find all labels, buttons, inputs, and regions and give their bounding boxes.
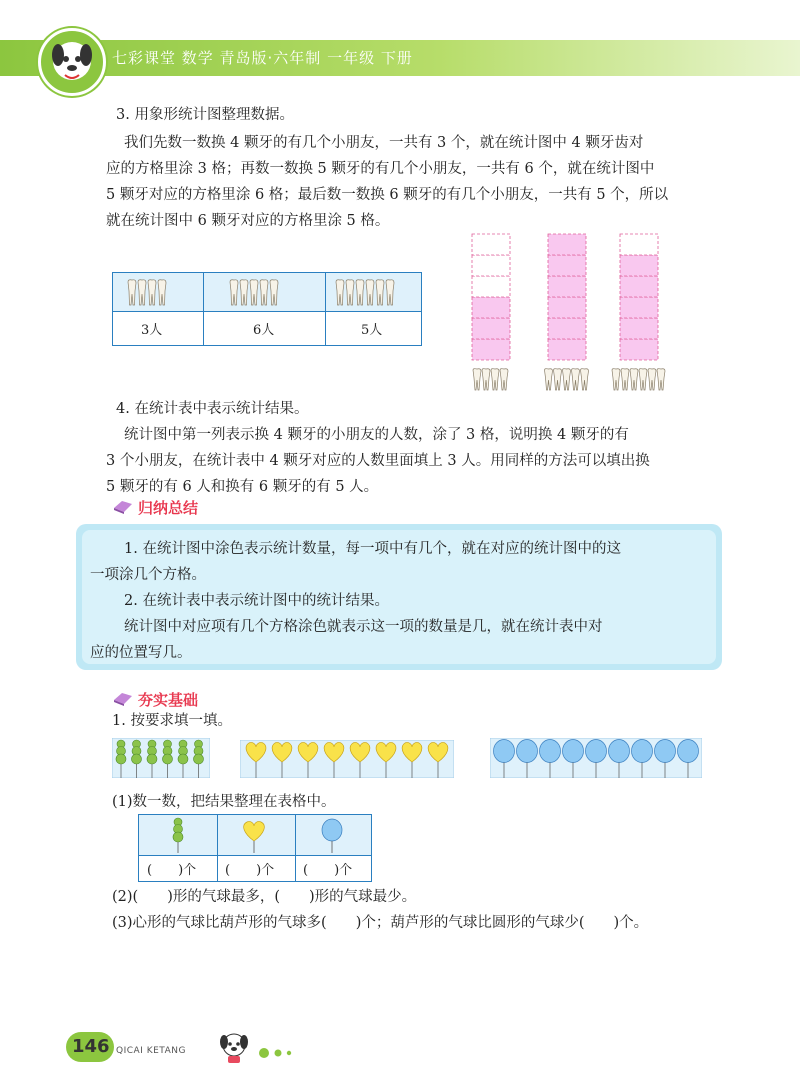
- chart-cell-filled: [548, 318, 586, 339]
- chart-cell-filled: [472, 318, 510, 339]
- answer-blank[interactable]: ( )个: [303, 863, 353, 878]
- step4-line: 统计图中第一列表示换 4 颗牙的小朋友的人数，涂了 3 格，说明换 4 颗牙的有: [124, 427, 629, 443]
- tooth-icon-group: [229, 279, 281, 307]
- sub-question-3: (3)心形的气球比葫芦形的气球多( )个；葫芦形的气球比圆形的气球少( )个。: [112, 915, 649, 931]
- tooth-icon: [138, 280, 146, 305]
- tooth-icon: [240, 280, 248, 305]
- summary-line: 统计图中对应项有几个方格涂色就表示这一项的数量是几，就在统计表中对: [124, 619, 603, 635]
- tooth-icon: [581, 369, 589, 390]
- tooth-icon: [148, 280, 156, 305]
- sub-question-2: (2)( )形的气球最多，( )形的气球最少。: [112, 889, 417, 905]
- step3-heading: 3. 用象形统计图整理数据。: [116, 107, 294, 123]
- chart-cell-empty: [472, 276, 510, 297]
- chart-cell-filled: [620, 297, 658, 318]
- chart-cell-filled: [620, 339, 658, 360]
- tooth-icon-group: [127, 279, 169, 307]
- tooth-icon: [500, 369, 508, 390]
- answer-blank[interactable]: ( )个: [147, 863, 197, 878]
- decorative-dots-icon: [258, 1044, 298, 1063]
- tooth-icon: [491, 369, 499, 390]
- tooth-icon: [630, 369, 638, 390]
- summary-line: 应的位置写几。: [90, 645, 192, 661]
- table-cell-count: 3人: [141, 323, 163, 338]
- step3-line: 就在统计图中 6 颗牙对应的方格里涂 5 格。: [106, 213, 390, 229]
- tooth-icon: [621, 369, 629, 390]
- chart-cell-filled: [620, 318, 658, 339]
- tooth-icon: [336, 280, 344, 305]
- answer-blank[interactable]: ( )个: [225, 863, 275, 878]
- tooth-icon: [386, 280, 394, 305]
- step4-line: 3 个小朋友，在统计表中 4 颗牙对应的人数里面填上 3 人。用同样的方法可以填出换: [106, 453, 650, 469]
- panel-bg: [240, 740, 454, 778]
- tooth-icon: [230, 280, 238, 305]
- eraser-icon: [112, 498, 134, 518]
- tooth-icon: [612, 369, 620, 390]
- round-balloon-icon: [319, 818, 345, 853]
- step4-heading: 4. 在统计表中表示统计结果。: [116, 401, 309, 417]
- chart-cell-filled: [548, 297, 586, 318]
- sub-question-1: (1)数一数，把结果整理在表格中。: [112, 794, 336, 810]
- chart-cell-filled: [472, 339, 510, 360]
- basics-title: 夯实基础: [138, 691, 199, 709]
- tooth-icon: [563, 369, 571, 390]
- table-cell-count: 5人: [361, 323, 383, 338]
- step3-line: 5 颗牙对应的方格里涂 6 格；最后数一数换 6 颗牙的有几个小朋友，一共有 5 个，所以: [106, 187, 669, 203]
- tooth-icon: [250, 280, 258, 305]
- tooth-icon: [260, 280, 268, 305]
- gourd-balloon-panel: [112, 738, 210, 778]
- tooth-icon: [270, 280, 278, 305]
- header-title: 七彩课堂 数学 青岛版·六年制 一年级 下册: [112, 49, 413, 67]
- summary-line: 1. 在统计图中涂色表示统计数量，每一项中有几个，就在对应的统计图中的这: [124, 541, 621, 557]
- table-cell-count: 6人: [253, 323, 275, 338]
- mascot-badge: [38, 28, 106, 96]
- chart-cell-filled: [548, 234, 586, 255]
- step3-line: 我们先数一数换 4 颗牙的有几个小朋友，一共有 3 个，就在统计图中 4 颗牙齿对: [124, 135, 644, 151]
- step4-line: 5 颗牙的有 6 人和换有 6 颗牙的有 5 人。: [106, 479, 379, 495]
- balloon-answer-table: [138, 814, 372, 882]
- tooth-icon: [572, 369, 580, 390]
- tooth-icon-group: [335, 279, 397, 307]
- tooth-icon: [554, 369, 562, 390]
- step3-line: 应的方格里涂 3 格；再数一数换 5 颗牙的有几个小朋友，一共有 6 个，就在统计图中: [106, 161, 655, 177]
- tooth-icon: [376, 280, 384, 305]
- page-number: 146: [72, 1036, 110, 1057]
- chart-cell-empty: [472, 255, 510, 276]
- tooth-icon: [366, 280, 374, 305]
- summary-title: 归纳总结: [138, 499, 199, 517]
- eraser-icon: [112, 690, 134, 710]
- question-1: 1. 按要求填一填。: [112, 713, 232, 729]
- tooth-icon: [648, 369, 656, 390]
- chart-cell-filled: [472, 297, 510, 318]
- teeth-group-6: [335, 279, 397, 311]
- tooth-icon: [356, 280, 364, 305]
- chart-cell-empty: [620, 234, 658, 255]
- chart-cell-filled: [548, 276, 586, 297]
- mascot-icon: [41, 31, 103, 93]
- teeth-pictograph-chart: [462, 230, 682, 392]
- teeth-stat-table: [112, 272, 422, 346]
- heart-balloon-icon: [239, 819, 269, 853]
- tooth-icon: [158, 280, 166, 305]
- teeth-group-4: [127, 279, 169, 311]
- chart-cell-empty: [472, 234, 510, 255]
- chart-cell-filled: [620, 276, 658, 297]
- tooth-icon: [545, 369, 553, 390]
- tooth-icon: [473, 369, 481, 390]
- tooth-icon: [639, 369, 647, 390]
- tooth-icon: [128, 280, 136, 305]
- tooth-icon: [346, 280, 354, 305]
- tooth-icon: [482, 369, 490, 390]
- summary-line: 2. 在统计表中表示统计图中的统计结果。: [124, 593, 389, 609]
- teeth-group-5: [229, 279, 281, 311]
- chart-cell-filled: [548, 339, 586, 360]
- round-balloon-panel: [490, 738, 702, 778]
- chart-cell-filled: [620, 255, 658, 276]
- gourd-balloon-icon: [169, 817, 187, 853]
- heart-balloon-panel: [240, 740, 454, 778]
- mascot-icon: [214, 1030, 254, 1068]
- chart-cell-filled: [548, 255, 586, 276]
- brand-name: QICAI KETANG: [116, 1046, 186, 1056]
- summary-line: 一项涂几个方格。: [90, 567, 206, 583]
- tooth-icon: [657, 369, 665, 390]
